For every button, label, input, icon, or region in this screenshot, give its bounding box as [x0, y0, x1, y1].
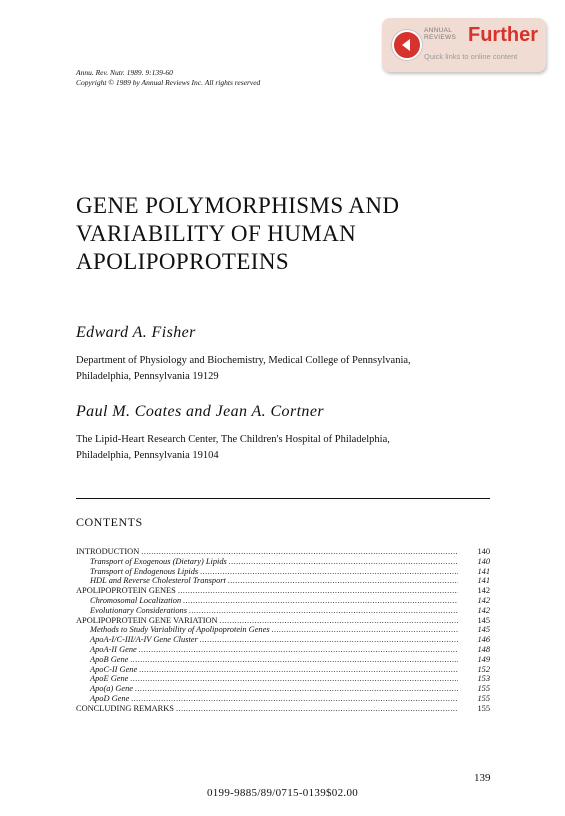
toc-entry-page: 140 [477, 556, 490, 566]
toc-leader-dots [135, 684, 458, 694]
table-of-contents [76, 547, 490, 714]
toc-leader-dots [139, 645, 458, 655]
toc-entry-label: Methods to Study Variability of Apolipoprotein Genes [90, 625, 270, 635]
toc-leader-dots [130, 674, 458, 684]
toc-entry-page: 148 [477, 644, 490, 654]
toc-entry-page: 155 [477, 684, 490, 694]
toc-entry-page: 149 [477, 654, 490, 664]
toc-entry-label: CONCLUDING REMARKS [76, 703, 174, 713]
toc-entry-page: 142 [477, 605, 490, 615]
article-title [76, 192, 399, 276]
author-affiliation: The Lipid-Heart Research Center, The Children's Hospital of Philadelphia, Philadelphia, Pennsylvania 19104 [76, 434, 390, 461]
citation-block [76, 68, 260, 88]
toc-entry-label: ApoA-II Gene [90, 644, 137, 654]
toc-entry-label: HDL and Reverse Cholesterol Transport [90, 576, 226, 586]
toc-entry[interactable] [76, 557, 490, 567]
citation-line: Annu. Rev. Nutr. 1989. 9:139-60 [76, 68, 173, 77]
toc-entry-label: Transport of Endogenous Lipids [90, 566, 199, 576]
toc-entry-page: 146 [477, 635, 490, 645]
toc-entry-label: Chromosomal Localization [90, 595, 182, 605]
copyright-line: Copyright © 1989 by Annual Reviews Inc. All rights reserved [76, 78, 261, 87]
article-code: 0199-9885/89/0715-0139$02.00 [206, 787, 359, 799]
toc-leader-dots [176, 704, 458, 714]
toc-entry[interactable] [76, 596, 490, 606]
quick-links-label: Quick links to online content [424, 52, 518, 61]
toc-entry-page: 141 [477, 566, 490, 576]
toc-entry[interactable] [76, 684, 490, 694]
toc-entry[interactable] [76, 547, 490, 557]
title-line: VARIABILITY OF HUMAN [76, 221, 357, 246]
toc-entry-label: Apo(a) Gene [90, 684, 134, 694]
horizontal-rule [76, 498, 490, 499]
toc-leader-dots [130, 655, 458, 665]
contents-heading: CONTENTS [76, 515, 143, 529]
toc-entry-page: 152 [477, 664, 490, 674]
toc-entry-page: 141 [477, 576, 490, 586]
toc-leader-dots [141, 547, 458, 557]
toc-entry-page: 155 [477, 703, 490, 713]
toc-leader-dots [200, 635, 458, 645]
toc-entry-label: ApoB Gene [90, 654, 129, 664]
toc-entry[interactable] [76, 616, 490, 626]
toc-entry-page: 142 [477, 586, 490, 596]
toc-leader-dots [183, 596, 458, 606]
toc-entry-page: 145 [477, 615, 490, 625]
author-name: Edward A. Fisher [76, 324, 196, 341]
author-affiliation: Department of Physiology and Biochemistry, Medical College of Pennsylvania, Philadelphia, Pennsylvania 19129 [76, 355, 411, 382]
toc-leader-dots [131, 694, 458, 704]
toc-leader-dots [139, 665, 458, 675]
toc-entry-label: ApoD Gene [90, 693, 130, 703]
toc-entry-page: 145 [477, 625, 490, 635]
toc-entry[interactable] [76, 655, 490, 665]
toc-leader-dots [229, 557, 458, 567]
back-arrow-icon [392, 30, 422, 60]
toc-entry[interactable] [76, 694, 490, 704]
toc-entry-label: ApoE Gene [90, 674, 129, 684]
toc-entry[interactable] [76, 704, 490, 714]
toc-entry[interactable] [76, 635, 490, 645]
toc-leader-dots [272, 625, 458, 635]
toc-leader-dots [220, 616, 458, 626]
toc-entry[interactable] [76, 567, 490, 577]
toc-entry-page: 142 [477, 595, 490, 605]
toc-entry-page: 153 [477, 674, 490, 684]
toc-entry-page: 155 [477, 693, 490, 703]
toc-entry-label: APOLIPOPROTEIN GENES [76, 586, 176, 596]
title-line: APOLIPOPROTEINS [76, 249, 290, 274]
toc-entry-label: Evolutionary Considerations [90, 605, 188, 615]
annual-reviews-further-badge[interactable] [382, 18, 546, 72]
toc-entry-label: APOLIPOPROTEIN GENE VARIATION [76, 615, 218, 625]
toc-leader-dots [178, 586, 458, 596]
toc-entry[interactable] [76, 586, 490, 596]
title-line: GENE POLYMORPHISMS AND [76, 193, 400, 218]
toc-entry-label: ApoC-II Gene [90, 664, 138, 674]
toc-entry-label: INTRODUCTION [76, 547, 140, 556]
toc-entry[interactable] [76, 606, 490, 616]
toc-entry[interactable] [76, 576, 490, 586]
toc-leader-dots [228, 576, 458, 586]
toc-entry[interactable] [76, 645, 490, 655]
toc-entry[interactable] [76, 625, 490, 635]
toc-entry[interactable] [76, 674, 490, 684]
toc-entry-label: ApoA-I/C-III/A-IV Gene Cluster [90, 635, 198, 645]
toc-entry[interactable] [76, 665, 490, 675]
annual-reviews-logo-text: ANNUAL REVIEWS [424, 27, 457, 41]
toc-entry-label: Transport of Exogenous (Dietary) Lipids [90, 556, 227, 566]
further-label: Further [468, 24, 538, 46]
toc-leader-dots [200, 567, 458, 577]
toc-entry-page: 140 [477, 547, 490, 556]
page-number: 139 [474, 772, 491, 784]
toc-leader-dots [189, 606, 458, 616]
author-name: Paul M. Coates and Jean A. Cortner [76, 403, 324, 420]
